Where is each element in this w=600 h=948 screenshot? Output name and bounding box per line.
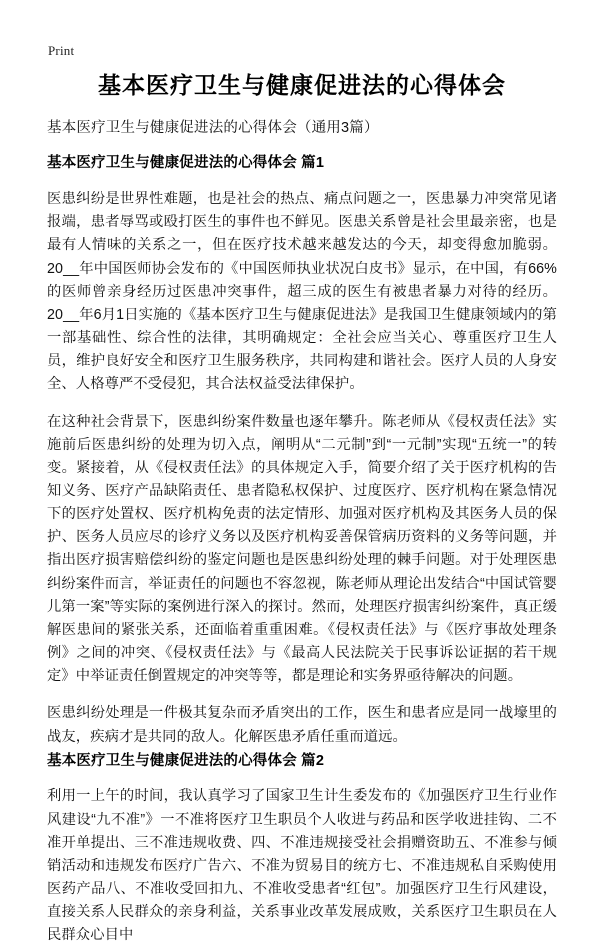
section-paragraph: 医患纠纷是世界性难题，也是社会的热点、痛点问题之一，医患暴力冲突常见诸报端，患者辱骂或殴打医生的事件也不鲜见。医患关系曾是社会里最亲密，也是最有人情味的关系之一，但在医疗技术越来越发达的今天，却变得愈加脆弱。20__年中国医师协会发布的《中国医师执业状况白皮书》显示，在中国，有66%的医师曾亲身经历过医患冲突事件，超三成的医生有被患者暴力对待的经历。20__年6月1日实施的《基本医疗卫生与健康促进法》是我国卫生健康领域内的第一部基础性、综合性的法律，其明确规定：全社会应当关心、尊重医疗卫生人员，维护良好安全和医疗卫生服务秩序，共同构建和谐社会。医疗人员的人身安全、人格尊严不受侵犯，其合法权益受法律保护。 — [47, 191, 557, 393]
section-paragraph: 医患纠纷处理是一件极其复杂而矛盾突出的工作，医生和患者应是同一战壕里的战友，疾病才是共同的敌人。化解医患矛盾任重而道远。 — [47, 705, 557, 745]
document-subtitle: 基本医疗卫生与健康促进法的心得体会（通用3篇） — [47, 119, 379, 136]
page-title: 基本医疗卫生与健康促进法的心得体会 — [98, 72, 506, 98]
print-label[interactable]: Print — [48, 43, 75, 58]
section-paragraph: 利用一上午的时间，我认真学习了国家卫生计生委发布的《加强医疗卫生行业作风建设“九不准”》一不准将医疗卫生职员个人收进与药品和医学收进挂钩、二不准开单提出、三不准违规收费、四、不准违规接受社会捐赠资助五、不准参与倾销活动和违规发布医疗广告六、不准为贸易目的统方七、不准违规私自采购使用医药产品八、不准收受回扣九、不准收受患者“红包”。加强医疗卫生行风建设，直接关系人民群众的亲身利益，关系事业改革发展成败，关系医疗卫生职员在人民群众心目中 — [47, 788, 557, 944]
document-section — [47, 153, 557, 748]
document-section — [47, 751, 557, 948]
section-heading: 基本医疗卫生与健康促进法的心得体会 篇1 — [47, 155, 325, 172]
section-paragraph: 在这种社会背景下，医患纠纷案件数量也逐年攀升。陈老师从《侵权责任法》实施前后医患纠纷的处理为切入点，阐明从“二元制”到“一元制”实现“五统一”的转变。紧接着，从《侵权责任法》的具体规定入手，简要介绍了关于医疗机构的告知义务、医疗产品缺陷责任、患者隐私权保护、过度医疗、医疗机构在紧急情况下的医疗处置权、医疗机构免责的法定情形、加强对医疗机构及其医务人员的保护、医务人员应尽的诊疗义务以及医疗机构妥善保管病历资料的义务等问题，并指出医疗损害赔偿纠纷的鉴定问题也是医患纠纷处理的棘手问题。对于处理医患纠纷案件而言，举证责任的问题也不容忽视，陈老师从理论出发结合“中国试管婴儿第一案”等实际的案例进行深入的探讨。然而，处理医疗损害纠纷案件，真正缓解医患间的紧张关系，还面临着重重困难。《侵权责任法》与《医疗事故处理条例》之间的冲突、《侵权责任法》与《最高人民法院关于民事诉讼证据的若干规定》中举证责任倒置规定的冲突等等，都是理论和实务界亟待解决的问题。 — [47, 413, 557, 685]
section-heading: 基本医疗卫生与健康促进法的心得体会 篇2 — [47, 752, 325, 769]
